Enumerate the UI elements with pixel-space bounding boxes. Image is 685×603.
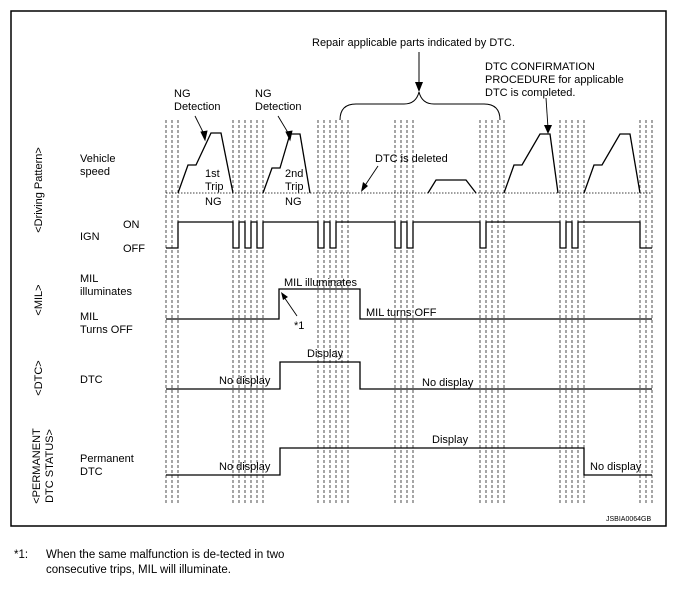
trip2-line2: Trip — [285, 181, 304, 193]
label-permanent-2: DTC — [80, 466, 103, 478]
figure-code: JSBIA0064GB — [606, 516, 652, 523]
trip1-line3: NG — [205, 196, 222, 208]
section-permanent-2: DTC STATUS> — [44, 429, 56, 503]
dtc-confirmation-line2: PROCEDURE for applicable — [485, 74, 624, 86]
trip1-line2: Trip — [205, 181, 224, 193]
label-dtc: DTC — [80, 374, 103, 386]
section-driving-pattern: <Driving Pattern> — [33, 147, 45, 233]
star1-annotation: *1 — [294, 320, 305, 332]
trip1-line1: 1st — [205, 168, 220, 180]
star1-arrow-head — [281, 292, 288, 300]
perm-no-display-1: No display — [219, 461, 271, 473]
perm-display-annotation: Display — [432, 434, 469, 446]
label-mil-illum-1: MIL — [80, 273, 99, 285]
label-mil-illum-2: illuminates — [80, 286, 132, 298]
dtc-deleted-arrow-head — [361, 182, 368, 192]
ng-detect-2-line1: NG — [255, 88, 272, 100]
label-vehicle-speed-1: Vehicle — [80, 153, 116, 165]
star1-arrow-line — [284, 297, 297, 316]
section-permanent-1: <PERMANENT — [31, 428, 43, 504]
footnote-mark: *1: — [14, 549, 29, 561]
ng-detect-1-line2: Detection — [174, 101, 221, 113]
trip2-line3: NG — [285, 196, 302, 208]
dtc-confirmation-line1: DTC CONFIRMATION — [485, 61, 595, 73]
label-permanent-1: Permanent — [80, 453, 134, 465]
label-mil-off-2: Turns OFF — [80, 324, 133, 336]
mil-turns-off-annotation: MIL turns OFF — [366, 307, 437, 319]
dtc-no-display-2: No display — [422, 377, 474, 389]
label-vehicle-speed-2: speed — [80, 166, 110, 178]
perm-no-display-2: No display — [590, 461, 642, 473]
trip2-line1: 2nd — [285, 168, 304, 180]
label-mil-off-1: MIL — [80, 311, 99, 323]
label-ign-on: ON — [123, 219, 140, 231]
footnote — [14, 548, 314, 577]
dtc-confirmation-arrow-head — [544, 125, 552, 134]
section-mil: <MIL> — [33, 284, 45, 316]
dtc-confirmation-line3: DTC is completed. — [485, 87, 576, 99]
section-dtc: <DTC> — [33, 360, 45, 396]
mil-illuminates-annotation: MIL illuminates — [284, 277, 357, 289]
dtc-confirmation-arrow-line — [546, 98, 548, 128]
dtc-display-annotation: Display — [307, 348, 344, 360]
repair-arrow-head — [415, 82, 423, 92]
ign-trace — [166, 222, 652, 248]
repair-brace — [340, 92, 500, 120]
ng-detect-1-line1: NG — [174, 88, 191, 100]
ng-detect-2-line2: Detection — [255, 101, 302, 113]
label-ign: IGN — [80, 231, 100, 243]
label-ign-off: OFF — [123, 243, 145, 255]
dtc-no-display-1: No display — [219, 375, 271, 387]
repair-annotation: Repair applicable parts indicated by DTC. — [312, 37, 515, 49]
dtc-deleted-annotation: DTC is deleted — [375, 153, 448, 165]
dtc-deleted-arrow-line — [364, 166, 378, 187]
footnote-text: When the same malfunction is de-tected in two consecutive trips, MIL will illuminate. — [46, 549, 285, 576]
